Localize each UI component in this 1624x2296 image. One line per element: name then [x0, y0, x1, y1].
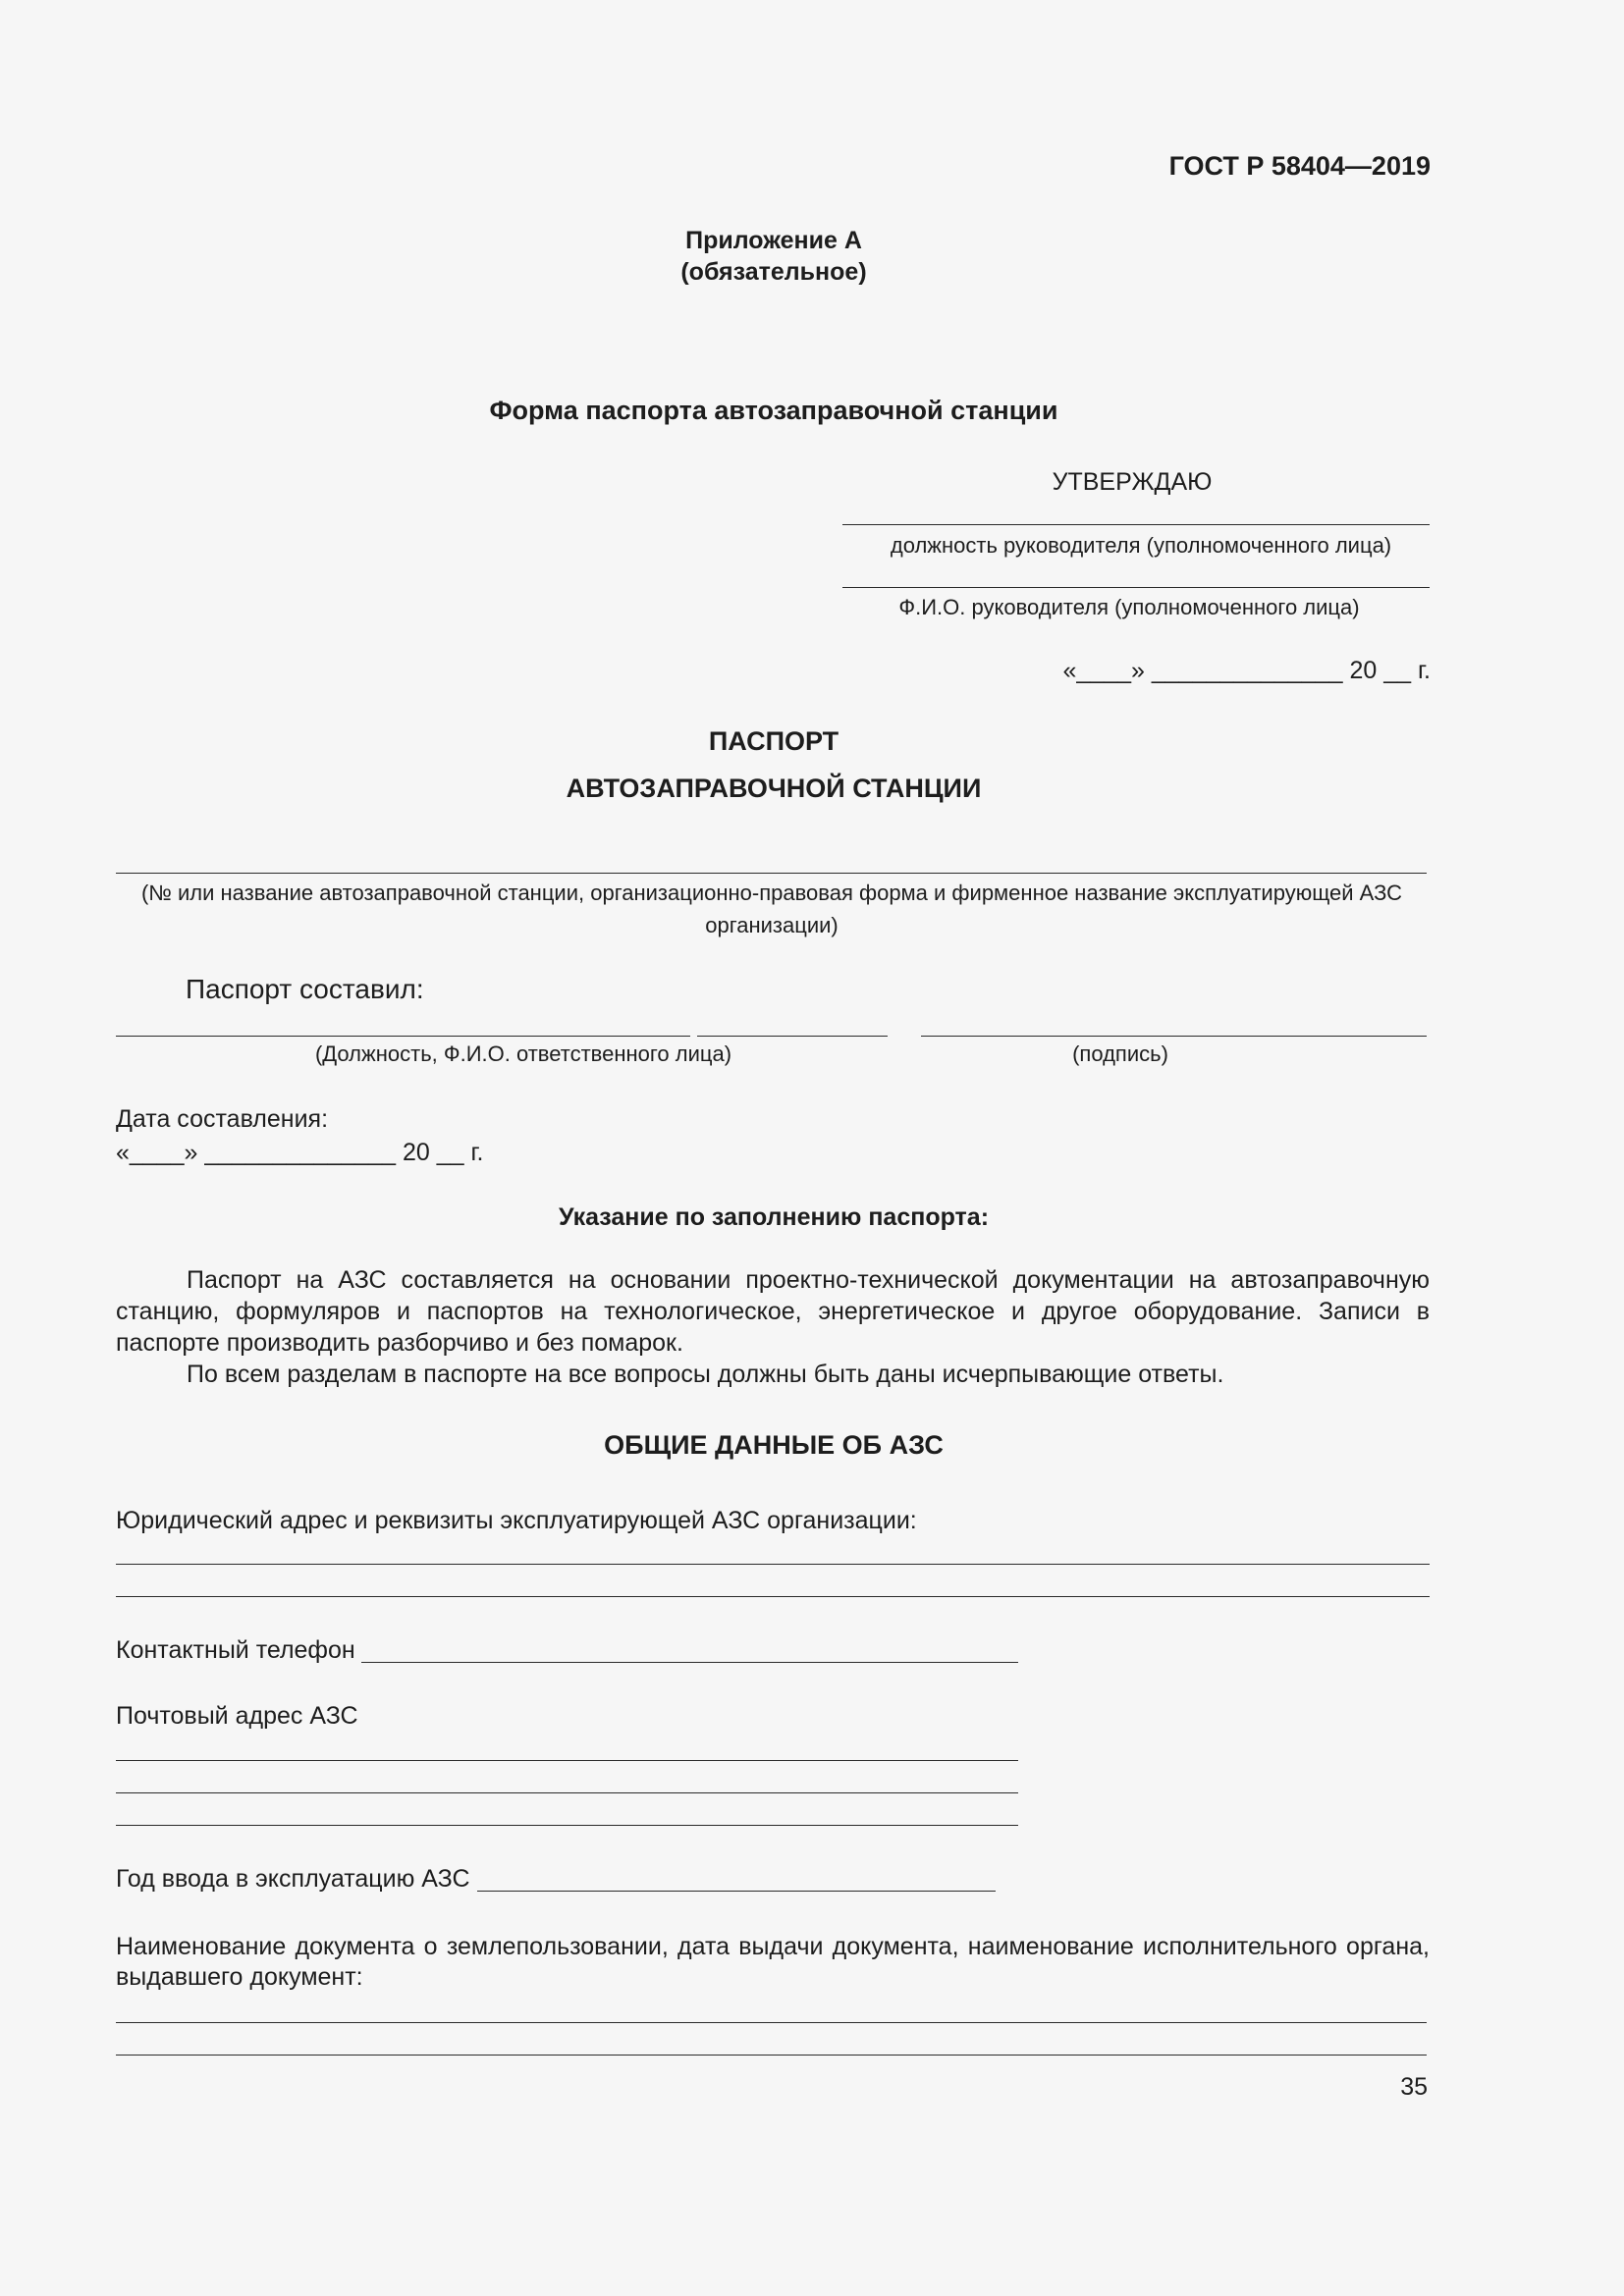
compiler-name-line: [697, 1036, 888, 1037]
legal-address-line-1: [116, 1564, 1430, 1565]
approver-name-line: [842, 587, 1430, 588]
station-name-caption-1: (№ или название автозаправочной станции, организационно-правовая форма и фирменное название эксплуатирующей АЗС: [140, 881, 1403, 905]
legal-address-label: Юридический адрес и реквизиты эксплуатирующей АЗС организации:: [116, 1507, 917, 1534]
instructions-title: Указание по заполнению паспорта:: [558, 1203, 990, 1231]
compile-date-line: «____» ______________ 20 __ г.: [116, 1139, 484, 1166]
land-document-line-2: [116, 2055, 1427, 2056]
land-document-label-1: Наименование документа о землепользовании, дата выдачи документа, наименование исполнительного органа,: [116, 1933, 1430, 1960]
compiler-position-line: [116, 1036, 690, 1037]
general-data-title: ОБЩИЕ ДАННЫЕ ОБ АЗС: [604, 1430, 944, 1460]
station-name-line: [116, 873, 1427, 874]
form-title: Форма паспорта автозаправочной станции: [489, 396, 1058, 425]
commission-year-line: [477, 1891, 996, 1892]
appendix-status: (обязательное): [680, 258, 867, 286]
passport-title: ПАСПОРТ: [708, 726, 839, 756]
phone-line: [361, 1662, 1018, 1663]
compiled-by-label: Паспорт составил:: [186, 974, 424, 1004]
approver-position-caption: должность руководителя (уполномоченного лица): [890, 533, 1392, 558]
approver-name-caption: Ф.И.О. руководителя (уполномоченного лица): [898, 595, 1360, 619]
land-document-label-2: выдавшего документ:: [116, 1963, 363, 1991]
instructions-text: [116, 1264, 1430, 1390]
standard-number: ГОСТ Р 58404—2019: [1168, 151, 1431, 181]
page-number: 35: [1400, 2073, 1428, 2101]
appendix-title: Приложение А: [685, 227, 862, 254]
approver-position-line: [842, 524, 1430, 525]
postal-address-line-1: [116, 1760, 1018, 1761]
approve-label: УТВЕРЖДАЮ: [1052, 468, 1213, 496]
land-document-line-1: [116, 2022, 1427, 2023]
legal-address-line-2: [116, 1596, 1430, 1597]
station-name-caption-2: организации): [705, 913, 839, 937]
postal-address-line-3: [116, 1825, 1018, 1826]
approval-date-line: «____» ______________ 20 __ г.: [1062, 657, 1431, 684]
compiler-signature-caption: (подпись): [1072, 1041, 1168, 1066]
phone-label: Контактный телефон: [116, 1636, 355, 1664]
commission-year-label: Год ввода в эксплуатацию АЗС: [116, 1865, 470, 1893]
instructions-paragraph-1: Паспорт на АЗС составляется на основании проектно-технической документации на автозаправочную станцию, формуляров и паспортов на технологическое, энергетическое и другое оборудование. Записи в паспорте производить разборчиво и без помарок.: [116, 1266, 1430, 1357]
passport-subtitle: АВТОЗАПРАВОЧНОЙ СТАНЦИИ: [566, 774, 982, 803]
instructions-paragraph-2: По всем разделам в паспорте на все вопросы должны быть даны исчерпывающие ответы.: [187, 1361, 1224, 1388]
postal-address-line-2: [116, 1792, 1018, 1793]
compiler-position-caption: (Должность, Ф.И.О. ответственного лица): [314, 1041, 732, 1066]
postal-address-label: Почтовый адрес АЗС: [116, 1702, 358, 1730]
compile-date-label: Дата составления:: [116, 1105, 329, 1133]
compiler-signature-line: [921, 1036, 1427, 1037]
